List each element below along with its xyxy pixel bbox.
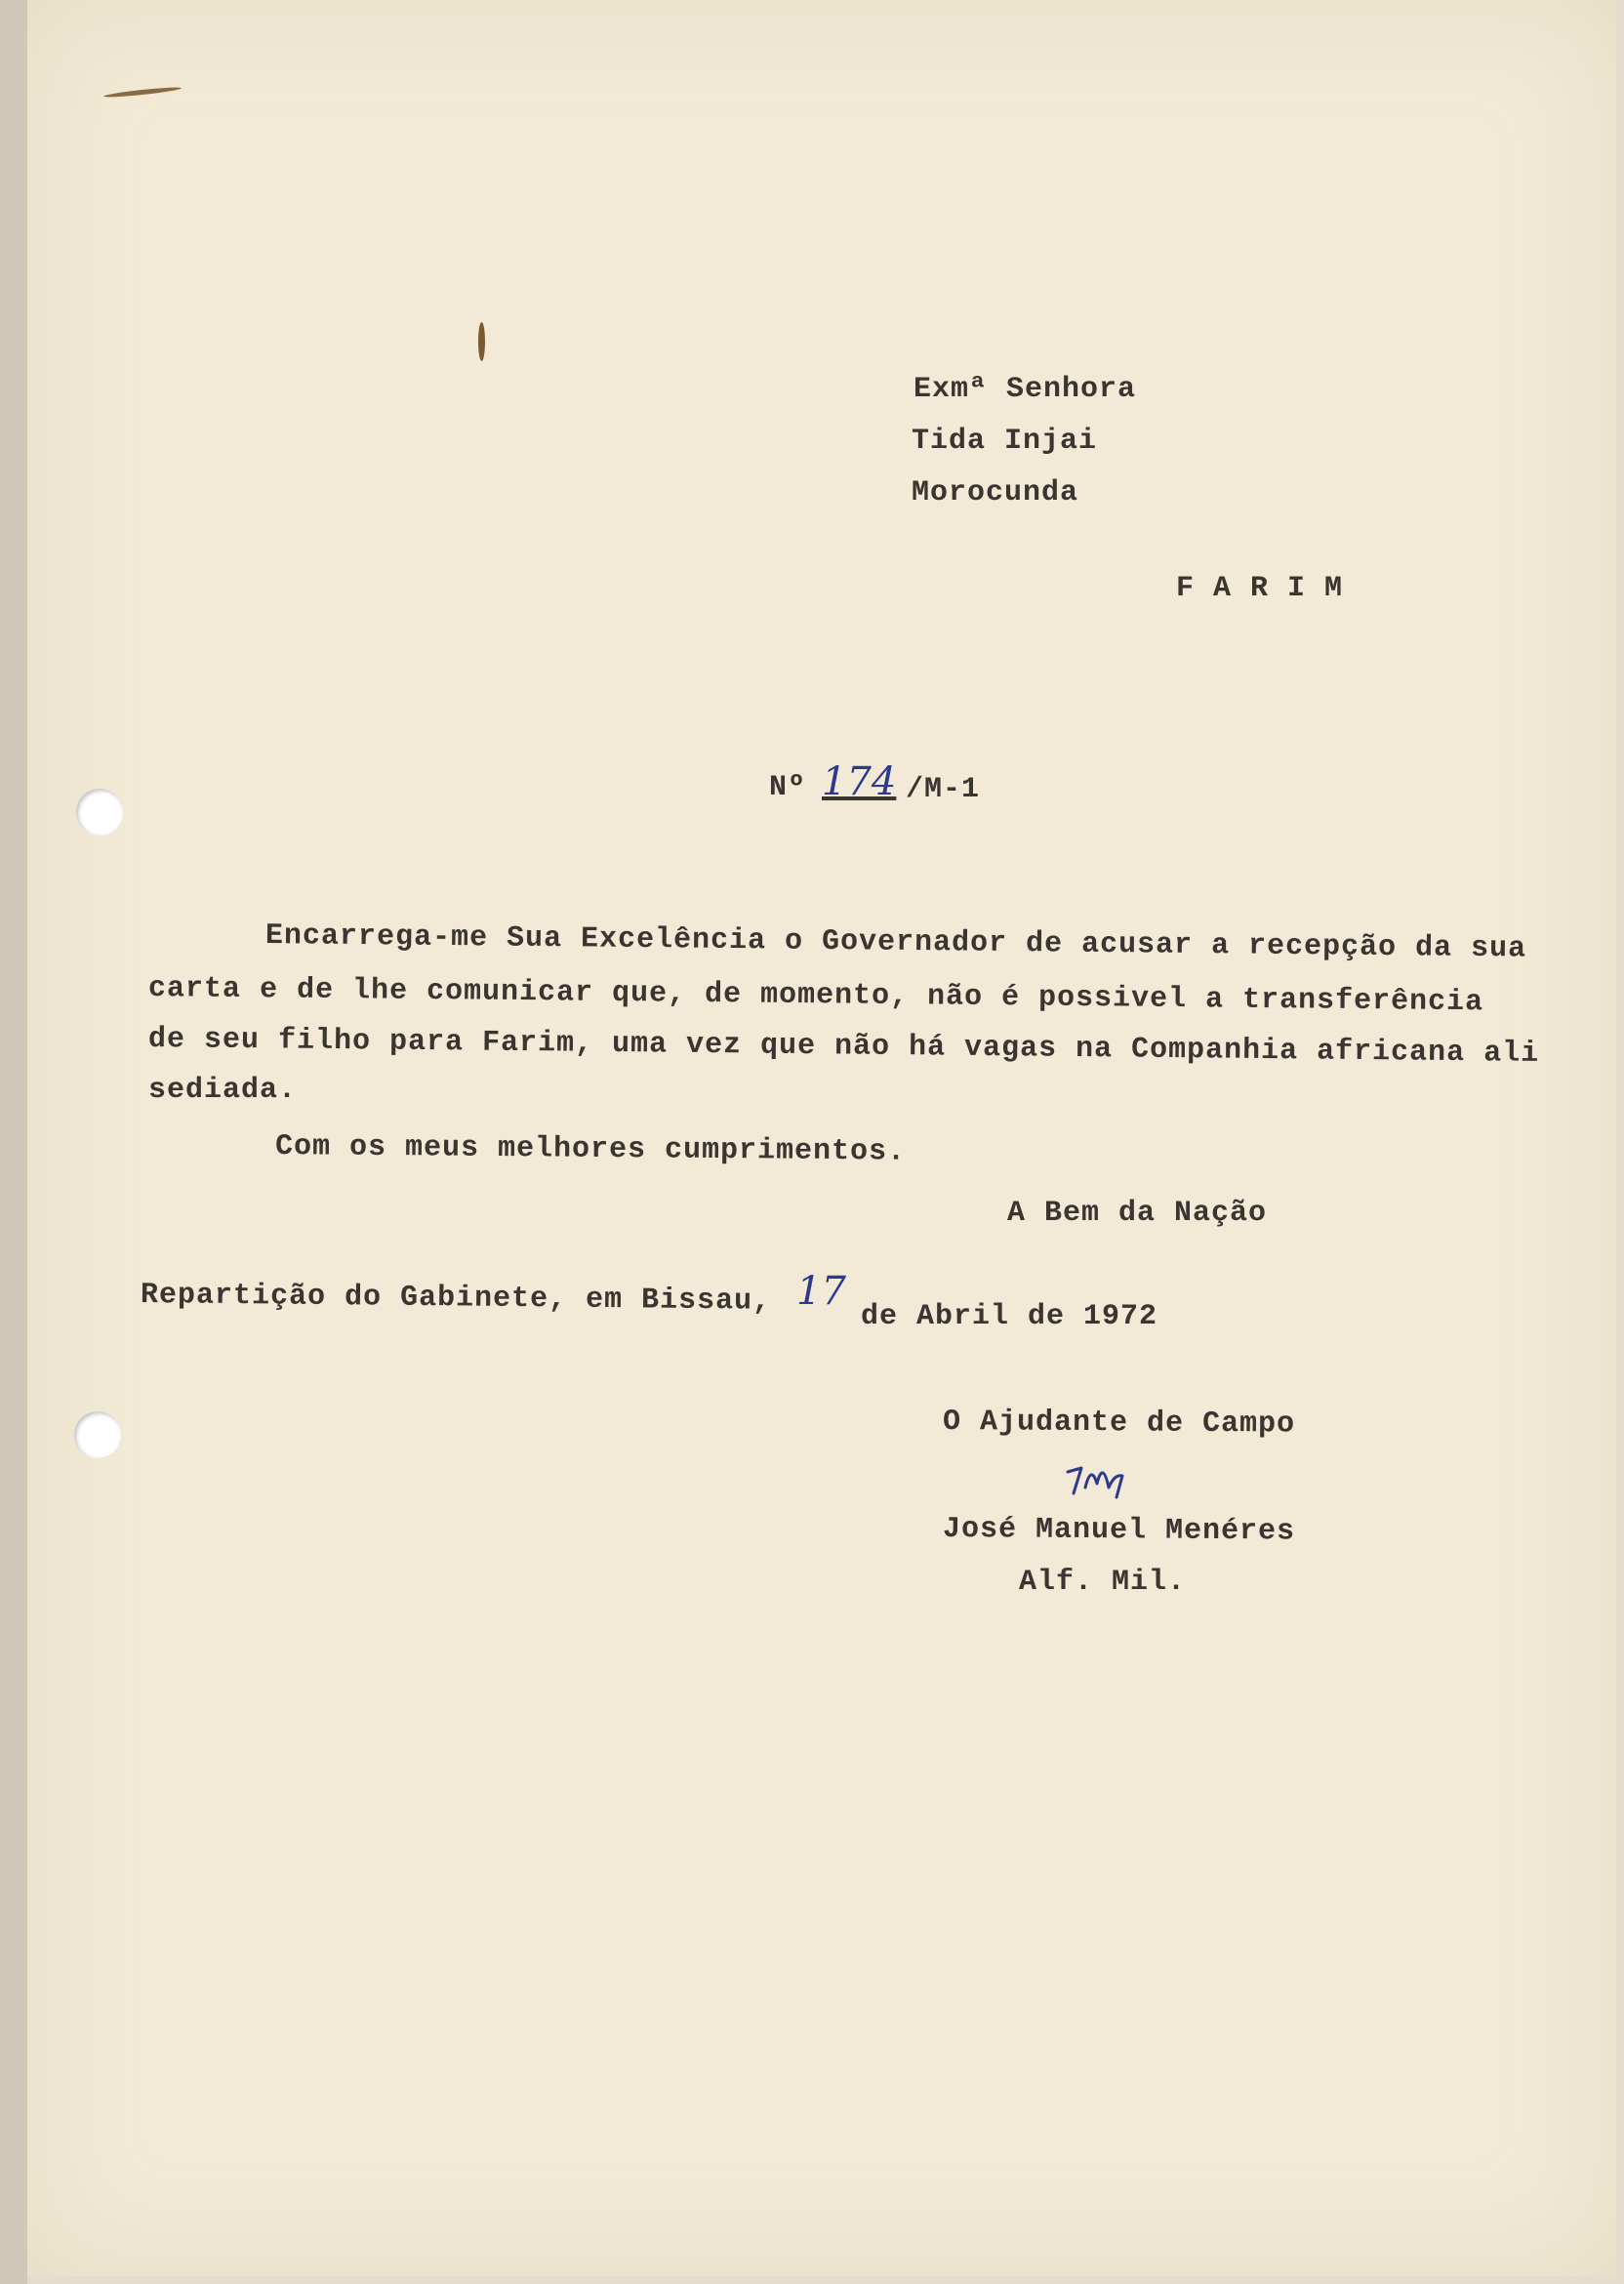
punch-hole-bottom	[74, 1411, 121, 1458]
motto-text: A Bem da Nação	[1007, 1197, 1268, 1230]
dateline-before: Repartição do Gabinete, em Bissau,	[140, 1279, 772, 1319]
handwritten-initials	[1064, 1454, 1152, 1503]
staple-mark	[103, 86, 182, 99]
dateline-after: de Abril de 1972	[861, 1300, 1158, 1333]
punch-hole-top	[76, 789, 123, 836]
body-line-4: sediada.	[148, 1074, 298, 1107]
signatory-rank: Alf. Mil.	[1019, 1566, 1187, 1599]
addressee-line2: Tida Injai	[912, 425, 1098, 458]
addressee-city: F A R I M	[1176, 572, 1344, 605]
reference-suffix: /M-1	[906, 773, 981, 806]
body-line-3: de seu filho para Farim, uma vez que não há vagas na Companhia africana ali	[147, 1023, 1540, 1071]
addressee-line3: Morocunda	[912, 476, 1079, 510]
scan-edge	[0, 0, 27, 2284]
dateline-day: 17	[796, 1269, 846, 1314]
reference-number: 174	[822, 759, 897, 804]
body-line-2: carta e de lhe comunicar que, de momento, não é possivel a transferência	[147, 972, 1484, 1020]
ink-stain	[478, 322, 485, 361]
signatory-title: O Ajudante de Campo	[942, 1406, 1296, 1442]
closing-text: Com os meus melhores cumprimentos.	[274, 1130, 907, 1169]
signatory-name: José Manuel Menéres	[942, 1513, 1296, 1549]
reference-prefix: Nº	[769, 771, 807, 804]
addressee-line1: Exmª Senhora	[914, 373, 1137, 406]
body-line-1: Encarrega-me Sua Excelência o Governador de acusar a recepção da sua	[264, 919, 1527, 966]
